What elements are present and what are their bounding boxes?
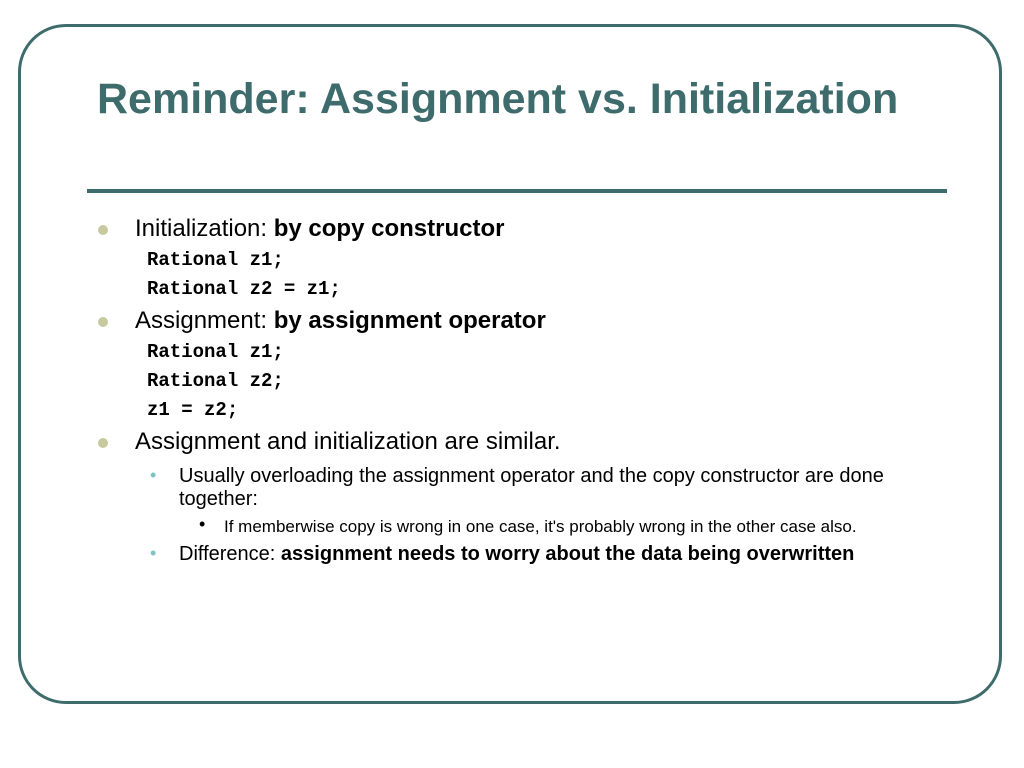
bullet-label: Initialization: — [135, 215, 268, 242]
sub-bullet-text: Usually overloading the assignment operator and the copy constructor are done together: — [179, 465, 884, 510]
title-divider — [87, 189, 947, 193]
bullet-emphasis: by assignment operator — [273, 307, 546, 334]
sub-bullet-dot-icon: • — [150, 543, 157, 563]
sub-sub-bullet-memberwise — [95, 514, 955, 537]
bullet-label: Assignment: — [135, 307, 268, 334]
bullet-emphasis: by copy constructor — [273, 215, 505, 242]
sub-bullet-label: Difference: — [179, 543, 276, 565]
bullet-initialization — [95, 212, 955, 246]
code-line: Rational z2; — [147, 370, 284, 392]
sub-bullet-dot-icon: • — [150, 465, 157, 485]
code-line: z1 = z2; — [147, 399, 239, 421]
bullet-text: Assignment and initialization are similar. — [135, 428, 561, 455]
bullet-similar — [95, 425, 955, 459]
bullet-dot-icon — [98, 225, 108, 235]
sub-bullet-difference — [95, 543, 955, 566]
code-line: Rational z2 = z1; — [147, 278, 341, 300]
sub-sub-bullet-text: If memberwise copy is wrong in one case, it's probably wrong in the other case also. — [224, 517, 857, 536]
sub-sub-bullet-dot-icon: • — [199, 514, 206, 534]
code-line: Rational z1; — [147, 341, 284, 363]
sub-bullet-emphasis: assignment needs to worry about the data being overwritten — [280, 543, 855, 565]
bullet-dot-icon — [98, 438, 108, 448]
bullet-assignment — [95, 304, 955, 338]
code-line: Rational z1; — [147, 249, 284, 271]
sub-bullet-overloading — [95, 465, 955, 511]
bullet-dot-icon — [98, 317, 108, 327]
slide-title: Reminder: Assignment vs. Initialization — [97, 75, 899, 123]
slide-content — [95, 212, 955, 566]
